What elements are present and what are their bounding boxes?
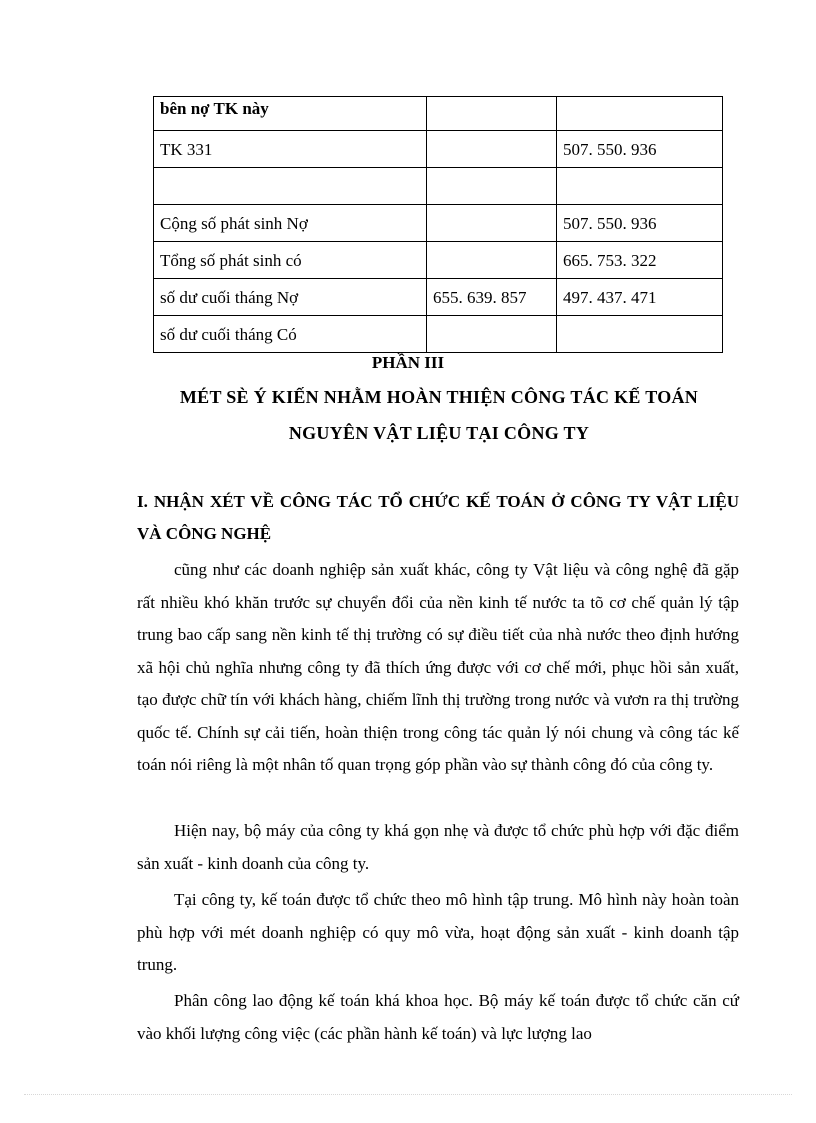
table-cell-label [154, 168, 427, 205]
page-bottom-rule [24, 1094, 792, 1095]
table-cell-value: 497. 437. 471 [557, 279, 723, 316]
table-cell-value: 665. 753. 322 [557, 242, 723, 279]
table-cell-value: 655. 639. 857 [427, 279, 557, 316]
table-cell-value [557, 168, 723, 205]
table-cell-value [427, 131, 557, 168]
body-paragraph: cũng như các doanh nghiệp sản xuất khác, công ty Vật liệu và công nghệ đã gặp rất nhiều khó khăn trước sự chuyển đổi của nền kinh tế nước ta tõ cơ chế quản lý tập trung bao cấp sang nền kinh tế thị trường có sự điều tiết của nhà nước theo định hướng xã hội chủ nghĩa nhưng công ty đã thích ứng được với cơ chế mới, phục hồi sản xuất, tạo được chữ tín với khách hàng, chiếm lĩnh thị trường trong nước và vươn ra thị trường quốc tế. Chính sự cải tiến, hoàn thiện trong công tác quản lý nói chung và công tác kế toán nói riêng là một nhân tố quan trọng góp phần vào sự thành công đó của công ty. [137, 560, 739, 774]
table-cell-label: Tổng số phát sinh có [154, 242, 427, 279]
ledger-table [153, 96, 723, 353]
table-cell-label: số dư cuối tháng Có [154, 316, 427, 353]
body-paragraph: Tại công ty, kế toán được tổ chức theo mô hình tập trung. Mô hình này hoàn toàn phù hợp với mét doanh nghiệp có quy mô vừa, hoạt động sản xuất - kinh doanh tập trung. [137, 890, 739, 974]
table-cell-value [427, 316, 557, 353]
table-row [154, 205, 723, 242]
table-row [154, 168, 723, 205]
table-cell-value [427, 97, 557, 131]
section-heading: I. NHẬN XÉT VỀ CÔNG TÁC TỔ CHỨC KẾ TOÁN Ở CÔNG TY VẬT LIỆU VÀ CÔNG NGHỆ [137, 492, 739, 543]
table-cell-label: số dư cuối tháng Nợ [154, 279, 427, 316]
table-cell-value [557, 97, 723, 131]
table-cell-value [427, 168, 557, 205]
table-cell-value [427, 242, 557, 279]
body-paragraph: Hiện nay, bộ máy của công ty khá gọn nhẹ và được tổ chức phù hợp với đặc điểm sản xuất - kinh doanh của công ty. [137, 821, 739, 873]
table-row [154, 97, 723, 131]
part-title-line-2: NGUYÊN VẬT LIỆU TẠI CÔNG TY [288, 423, 590, 443]
body-paragraph: Phân công lao động kế toán khá khoa học. Bộ máy kế toán được tổ chức căn cứ vào khối lượng công việc (các phần hành kế toán) và lực lượng lao [137, 991, 739, 1043]
table-row [154, 131, 723, 168]
part-label: PHẦN III [371, 353, 445, 372]
part-title-line-1: MÉT SÈ Ý KIẾN NHẰM HOÀN THIỆN CÔNG TÁC KẾ TOÁN [179, 387, 699, 407]
table-cell-label: bên nợ TK này [154, 97, 427, 131]
table-cell-value: 507. 550. 936 [557, 205, 723, 242]
table-row [154, 316, 723, 353]
table-row [154, 279, 723, 316]
table-cell-label: Cộng số phát sinh Nợ [154, 205, 427, 242]
table-cell-value: 507. 550. 936 [557, 131, 723, 168]
table-row [154, 242, 723, 279]
table-cell-value [557, 316, 723, 353]
table-cell-value [427, 205, 557, 242]
table-cell-label: TK 331 [154, 131, 427, 168]
